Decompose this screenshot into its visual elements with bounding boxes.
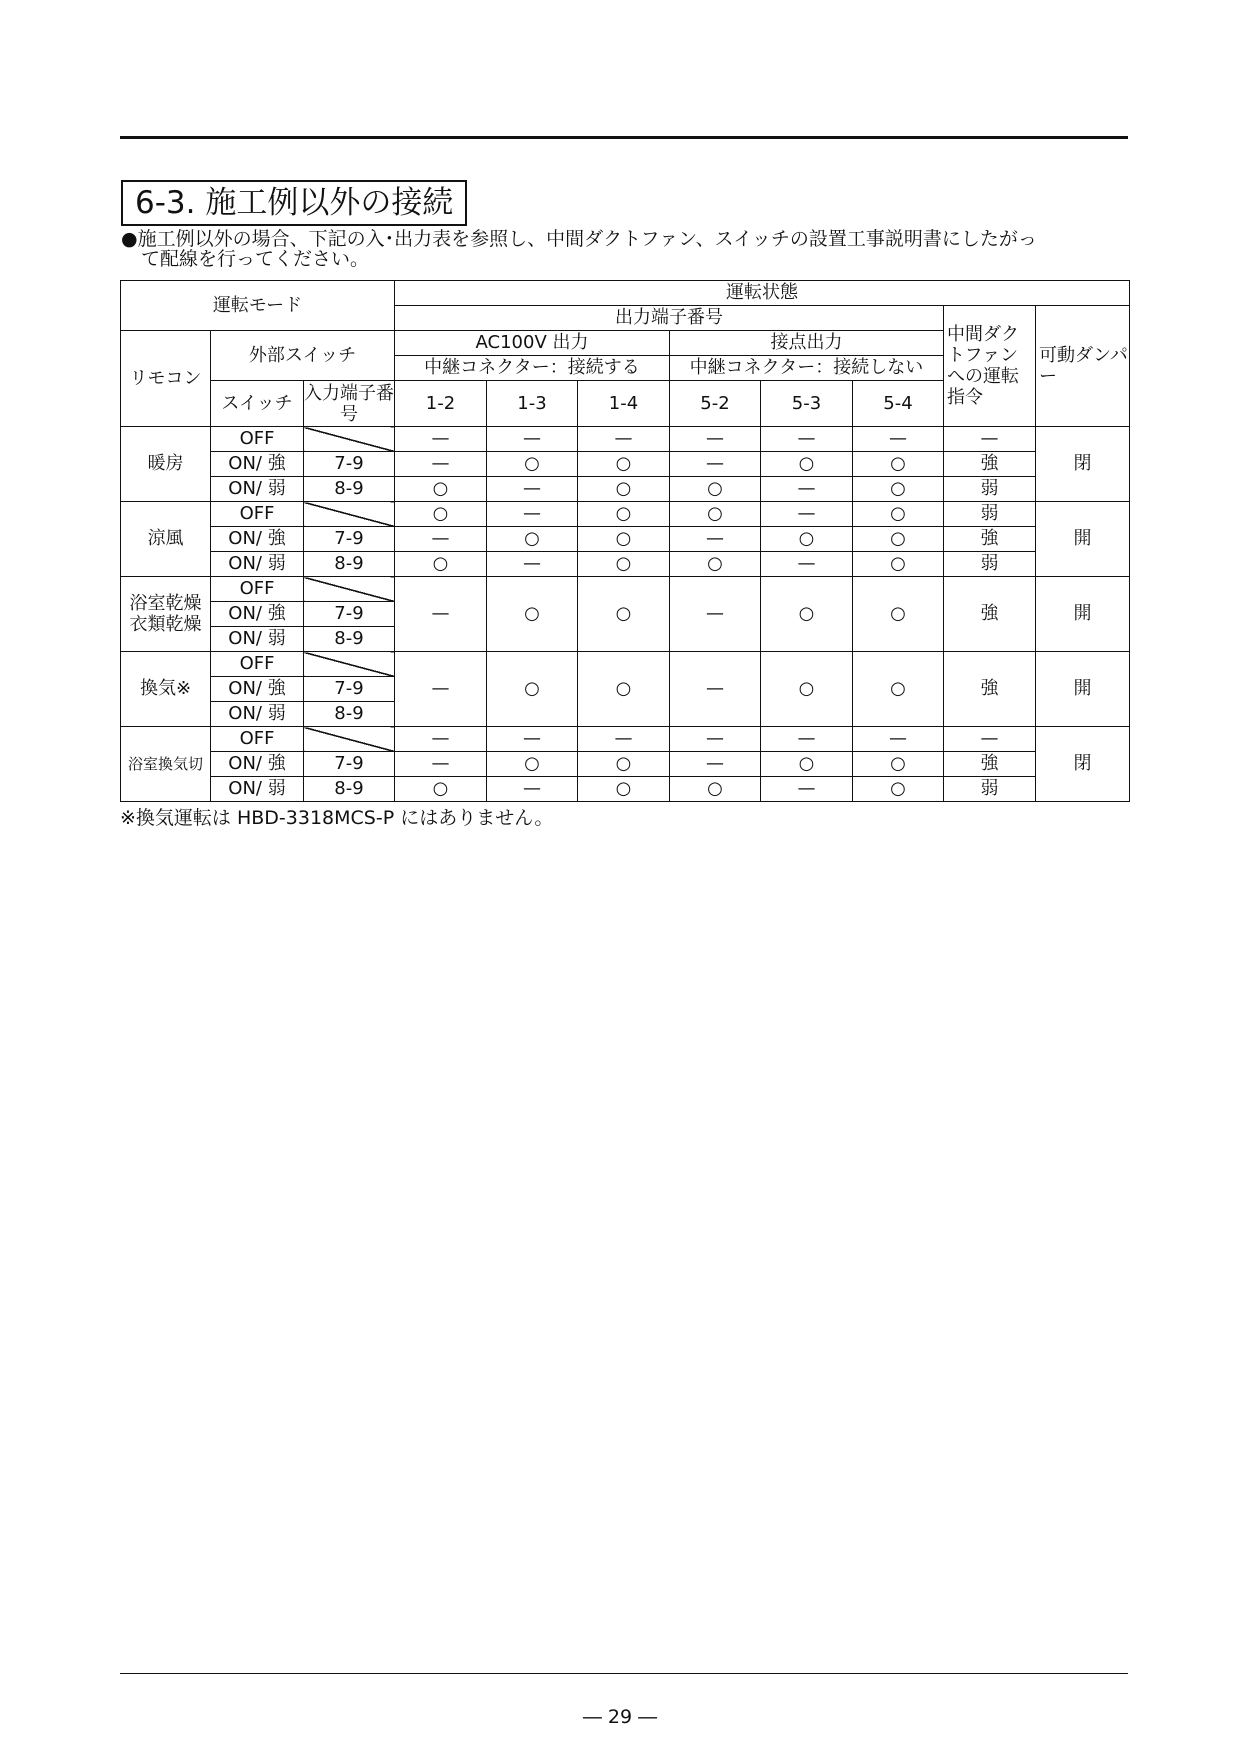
fan-cell: 強 bbox=[944, 577, 1036, 652]
header-ext-switch: 外部スイッチ bbox=[211, 331, 395, 381]
output-cell: — bbox=[395, 452, 487, 477]
output-cell: — bbox=[487, 502, 578, 527]
output-cell: ○ bbox=[487, 527, 578, 552]
switch-cell: ON/ 強 bbox=[211, 527, 304, 552]
output-cell: — bbox=[670, 652, 761, 727]
fan-cell: 弱 bbox=[944, 502, 1036, 527]
fan-cell: 強 bbox=[944, 452, 1036, 477]
output-cell: ○ bbox=[761, 577, 853, 652]
output-cell: ○ bbox=[853, 452, 944, 477]
output-cell: ○ bbox=[578, 652, 670, 727]
header-output-terminal: 出力端子番号 bbox=[395, 306, 944, 331]
fan-cell: — bbox=[944, 727, 1036, 752]
output-cell: — bbox=[670, 752, 761, 777]
output-cell: ○ bbox=[853, 652, 944, 727]
output-cell: ○ bbox=[578, 452, 670, 477]
output-cell: ○ bbox=[761, 527, 853, 552]
damper-cell: 閉 bbox=[1036, 427, 1130, 502]
output-cell: — bbox=[578, 427, 670, 452]
output-cell: — bbox=[670, 727, 761, 752]
mode-line: 浴室乾燥 bbox=[129, 593, 202, 614]
output-cell: ○ bbox=[670, 502, 761, 527]
fan-cell: — bbox=[944, 427, 1036, 452]
input-cell: 7-9 bbox=[304, 527, 395, 552]
input-cell-empty bbox=[304, 502, 395, 527]
mode-cell: 浴室換気切 bbox=[121, 727, 211, 802]
input-cell: 7-9 bbox=[304, 602, 395, 627]
mode-cell: 涼風 bbox=[121, 502, 211, 577]
bottom-rule bbox=[120, 1673, 1128, 1674]
mode-cell: 換気※ bbox=[121, 652, 211, 727]
input-cell: 8-9 bbox=[304, 477, 395, 502]
output-cell: ○ bbox=[578, 552, 670, 577]
output-cell: — bbox=[761, 477, 853, 502]
switch-cell: OFF bbox=[211, 502, 304, 527]
input-cell: 8-9 bbox=[304, 702, 395, 727]
input-cell: 7-9 bbox=[304, 452, 395, 477]
table-row bbox=[121, 652, 1130, 677]
header-mode: 運転モード bbox=[121, 281, 395, 331]
output-cell: ○ bbox=[487, 577, 578, 652]
output-cell: ○ bbox=[578, 477, 670, 502]
output-cell: — bbox=[761, 502, 853, 527]
output-cell: ○ bbox=[487, 752, 578, 777]
output-cell: ○ bbox=[853, 777, 944, 802]
header-state: 運転状態 bbox=[395, 281, 1130, 306]
header-terminal: 5-4 bbox=[853, 381, 944, 427]
output-cell: — bbox=[761, 552, 853, 577]
output-cell: ○ bbox=[578, 577, 670, 652]
intro-text bbox=[121, 229, 1131, 269]
output-cell: ○ bbox=[853, 577, 944, 652]
header-terminal: 1-2 bbox=[395, 381, 487, 427]
input-cell-empty bbox=[304, 652, 395, 677]
switch-cell: ON/ 強 bbox=[211, 752, 304, 777]
output-cell: ○ bbox=[670, 552, 761, 577]
input-cell: 8-9 bbox=[304, 552, 395, 577]
table-row bbox=[121, 752, 1130, 777]
fan-cell: 強 bbox=[944, 527, 1036, 552]
output-cell: — bbox=[487, 477, 578, 502]
switch-cell: OFF bbox=[211, 427, 304, 452]
input-cell: 8-9 bbox=[304, 627, 395, 652]
input-cell: 8-9 bbox=[304, 777, 395, 802]
output-cell: ○ bbox=[853, 477, 944, 502]
output-cell: ○ bbox=[670, 477, 761, 502]
header-contact: 接点出力 bbox=[670, 331, 944, 356]
switch-cell: ON/ 強 bbox=[211, 602, 304, 627]
switch-cell: OFF bbox=[211, 577, 304, 602]
intro-line-2: て配線を行ってください。 bbox=[141, 248, 370, 270]
table-row bbox=[121, 527, 1130, 552]
intro-line-1: ●施工例以外の場合、下記の入･出力表を参照し、中間ダクトファン、スイッチの設置工事説明書にしたがっ bbox=[121, 228, 1037, 250]
header-ac100v: AC100V 出力 bbox=[395, 331, 670, 356]
input-cell-empty bbox=[304, 727, 395, 752]
section-title: 6-3. 施工例以外の接続 bbox=[121, 180, 467, 226]
switch-cell: ON/ 強 bbox=[211, 452, 304, 477]
mode-cell: 暖房 bbox=[121, 427, 211, 502]
output-cell: — bbox=[395, 752, 487, 777]
output-cell: ○ bbox=[853, 752, 944, 777]
footnote: ※換気運転は HBD-3318MCS-P にはありません。 bbox=[120, 807, 554, 829]
output-cell: — bbox=[853, 427, 944, 452]
output-cell: ○ bbox=[578, 777, 670, 802]
output-cell: ○ bbox=[395, 502, 487, 527]
switch-cell: ON/ 弱 bbox=[211, 627, 304, 652]
header-remote: リモコン bbox=[121, 331, 211, 427]
output-cell: — bbox=[670, 427, 761, 452]
mode-line: 衣類乾燥 bbox=[129, 614, 202, 635]
page-number: ― 29 ― bbox=[582, 1706, 658, 1728]
output-cell: ○ bbox=[853, 552, 944, 577]
output-cell: — bbox=[761, 777, 853, 802]
output-cell: ○ bbox=[761, 752, 853, 777]
switch-cell: ON/ 弱 bbox=[211, 702, 304, 727]
switch-cell: OFF bbox=[211, 652, 304, 677]
header-terminal: 5-2 bbox=[670, 381, 761, 427]
table-row bbox=[121, 477, 1130, 502]
output-cell: — bbox=[395, 527, 487, 552]
table-row bbox=[121, 727, 1130, 752]
header-fan-command: 中間ダクトファンへの運転指令 bbox=[944, 306, 1036, 427]
fan-cell: 弱 bbox=[944, 552, 1036, 577]
table-row bbox=[121, 502, 1130, 527]
input-cell-empty bbox=[304, 427, 395, 452]
output-cell: ○ bbox=[578, 527, 670, 552]
output-cell: ○ bbox=[761, 452, 853, 477]
io-table bbox=[120, 280, 1130, 802]
output-cell: — bbox=[487, 777, 578, 802]
input-cell-empty bbox=[304, 577, 395, 602]
output-cell: — bbox=[487, 552, 578, 577]
switch-cell: ON/ 弱 bbox=[211, 777, 304, 802]
fan-cell: 弱 bbox=[944, 477, 1036, 502]
output-cell: ○ bbox=[670, 777, 761, 802]
output-cell: ○ bbox=[395, 552, 487, 577]
output-cell: — bbox=[578, 727, 670, 752]
header-input-terminal: 入力端子番号 bbox=[304, 382, 394, 425]
mode-cell bbox=[121, 577, 211, 652]
header-relay-noconnect: 中継コネクター：接続しない bbox=[670, 356, 944, 381]
output-cell: — bbox=[395, 427, 487, 452]
output-cell: ○ bbox=[578, 502, 670, 527]
output-cell: ○ bbox=[578, 752, 670, 777]
fan-cell: 強 bbox=[944, 752, 1036, 777]
output-cell: — bbox=[487, 427, 578, 452]
damper-cell: 開 bbox=[1036, 577, 1130, 652]
output-cell: — bbox=[395, 577, 487, 652]
output-cell: — bbox=[761, 727, 853, 752]
output-cell: — bbox=[395, 727, 487, 752]
table-row bbox=[121, 552, 1130, 577]
output-cell: — bbox=[853, 727, 944, 752]
switch-cell: ON/ 弱 bbox=[211, 552, 304, 577]
switch-cell: ON/ 弱 bbox=[211, 477, 304, 502]
switch-cell: OFF bbox=[211, 727, 304, 752]
output-cell: — bbox=[670, 452, 761, 477]
header-terminal: 1-3 bbox=[487, 381, 578, 427]
table-row bbox=[121, 777, 1130, 802]
table-row bbox=[121, 452, 1130, 477]
input-cell: 7-9 bbox=[304, 752, 395, 777]
header-terminal: 1-4 bbox=[578, 381, 670, 427]
header-relay-connect: 中継コネクター：接続する bbox=[395, 356, 670, 381]
output-cell: ○ bbox=[853, 502, 944, 527]
input-cell: 7-9 bbox=[304, 677, 395, 702]
output-cell: ○ bbox=[487, 452, 578, 477]
damper-cell: 開 bbox=[1036, 652, 1130, 727]
output-cell: ○ bbox=[395, 777, 487, 802]
output-cell: — bbox=[670, 577, 761, 652]
output-cell: — bbox=[487, 727, 578, 752]
output-cell: ○ bbox=[395, 477, 487, 502]
output-cell: ○ bbox=[487, 652, 578, 727]
header-switch: スイッチ bbox=[211, 381, 304, 427]
damper-cell: 閉 bbox=[1036, 727, 1130, 802]
fan-cell: 弱 bbox=[944, 777, 1036, 802]
fan-cell: 強 bbox=[944, 652, 1036, 727]
top-rule bbox=[120, 136, 1128, 139]
header-damper: 可動ダンパー bbox=[1036, 306, 1130, 427]
output-cell: — bbox=[395, 652, 487, 727]
output-cell: — bbox=[761, 427, 853, 452]
table-row bbox=[121, 427, 1130, 452]
table-row bbox=[121, 577, 1130, 602]
output-cell: — bbox=[670, 527, 761, 552]
switch-cell: ON/ 強 bbox=[211, 677, 304, 702]
damper-cell: 開 bbox=[1036, 502, 1130, 577]
header-terminal: 5-3 bbox=[761, 381, 853, 427]
output-cell: ○ bbox=[853, 527, 944, 552]
output-cell: ○ bbox=[761, 652, 853, 727]
